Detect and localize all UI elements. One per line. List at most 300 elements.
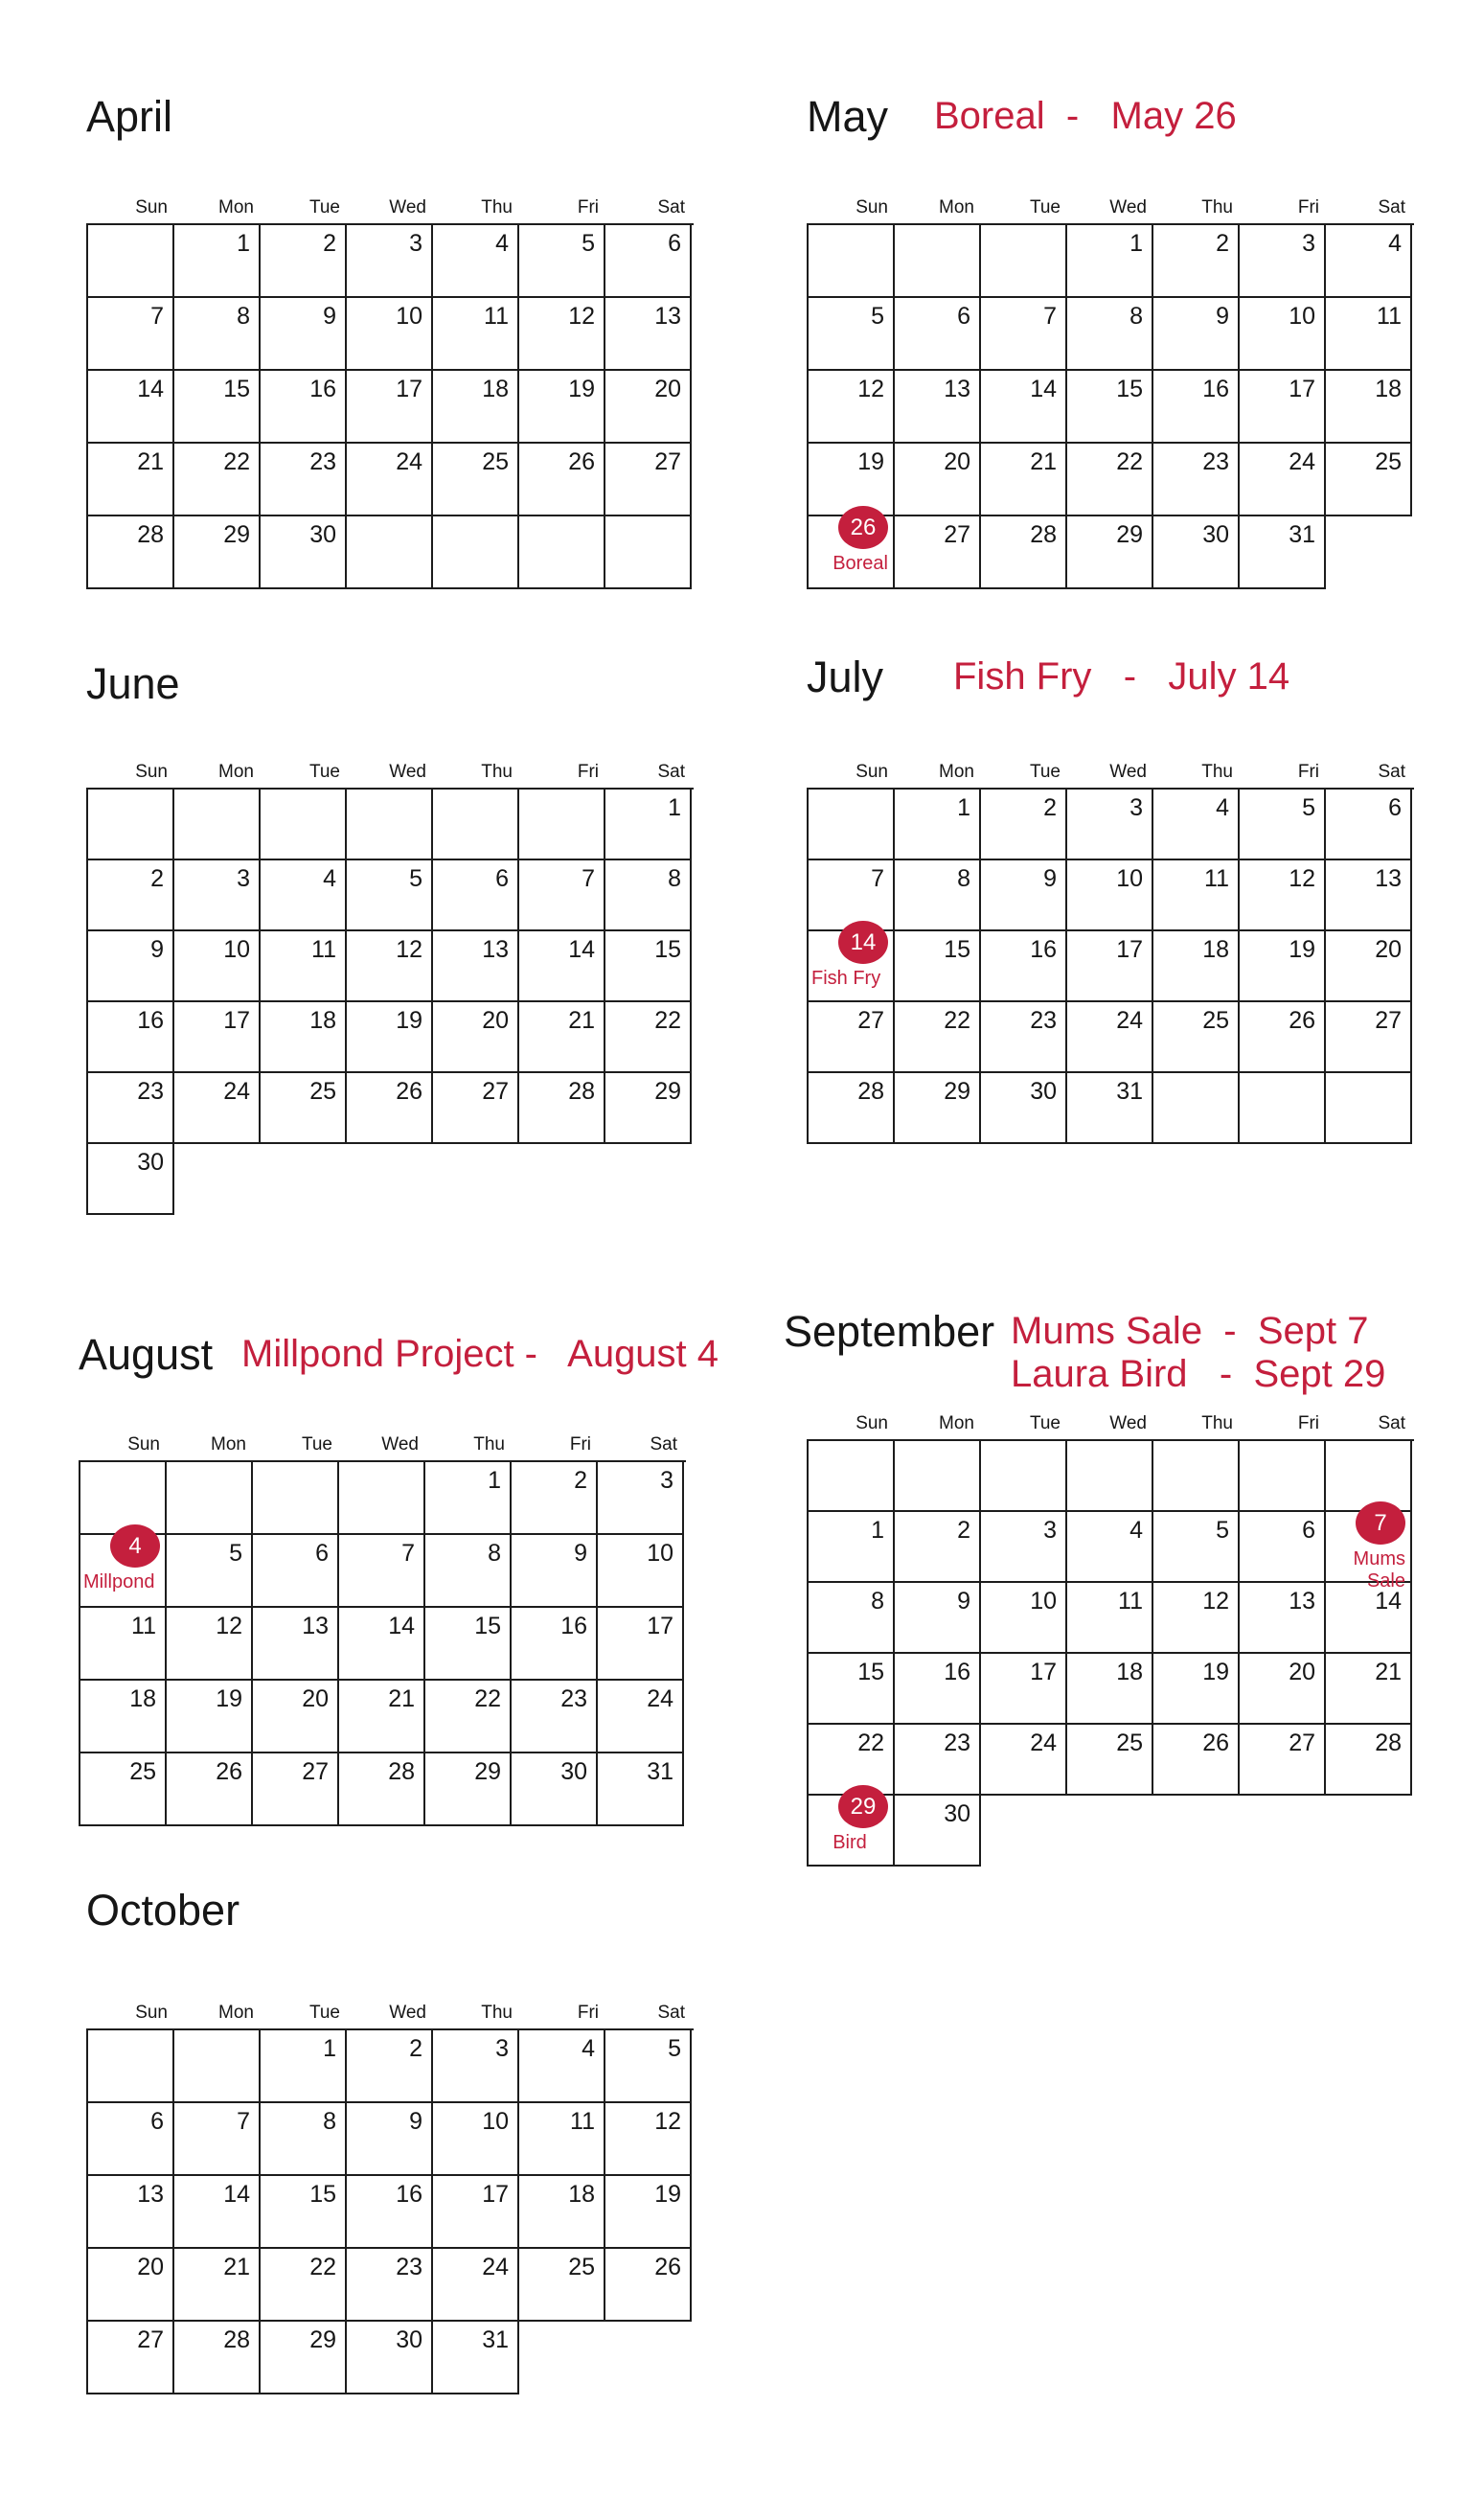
calendar-title-row (86, 92, 172, 140)
day-number: 19 (396, 1007, 422, 1034)
day-cell-14 (981, 371, 1067, 444)
day-number: 10 (1030, 1588, 1057, 1615)
calendar-week-row (88, 298, 694, 371)
day-header-thu: Thu (1201, 762, 1233, 782)
event-header-text: Mums Sale - Sept 7 (1011, 1310, 1369, 1352)
day-number: 9 (150, 936, 164, 963)
day-number: 24 (1030, 1730, 1057, 1756)
day-number: 16 (560, 1613, 587, 1639)
day-cell-24 (981, 1725, 1067, 1796)
day-number: 30 (1030, 1078, 1057, 1105)
day-cell-29 (809, 1793, 895, 1867)
day-cell-empty (433, 516, 519, 589)
day-cell-20 (605, 371, 692, 444)
day-number: 23 (944, 1730, 970, 1756)
day-header-thu: Thu (481, 2003, 513, 2023)
day-cell-23 (1153, 444, 1240, 516)
day-number: 25 (1375, 448, 1402, 475)
day-cell-19 (605, 2176, 692, 2249)
day-cell-15 (895, 931, 981, 1002)
calendar-week-row (88, 1073, 694, 1144)
day-cell-empty (88, 790, 174, 860)
day-cell-empty (433, 790, 519, 860)
calendar-week-row (809, 1654, 1414, 1725)
day-number: 7 (871, 865, 884, 892)
day-number: 27 (1375, 1007, 1402, 1034)
day-number: 28 (1375, 1730, 1402, 1756)
day-cell-25 (1153, 1002, 1240, 1073)
day-number: 9 (409, 2108, 422, 2135)
day-cell-empty (88, 2030, 174, 2103)
day-number: 28 (137, 521, 164, 548)
day-number: 14 (568, 936, 595, 963)
day-cell-15 (809, 1654, 895, 1725)
day-cell-empty (339, 1462, 425, 1535)
day-header-sat: Sat (657, 197, 685, 218)
day-number: 23 (1202, 448, 1229, 475)
calendar-week-row (809, 1002, 1414, 1073)
calendar-april (86, 92, 685, 548)
day-cell-29 (1067, 516, 1153, 589)
calendar-grid (807, 1439, 1414, 1867)
day-number: 21 (388, 1685, 415, 1712)
day-cell-22 (425, 1681, 512, 1753)
day-header-sat: Sat (1378, 1413, 1405, 1433)
day-cell-20 (88, 2249, 174, 2322)
day-number: 13 (482, 936, 509, 963)
day-number: 15 (1116, 376, 1143, 402)
day-number: 30 (396, 2326, 422, 2353)
day-cell-9 (261, 298, 347, 371)
calendar-week-row (88, 516, 694, 589)
day-number: 16 (1202, 376, 1229, 402)
day-header-wed: Wed (389, 2003, 426, 2023)
day-number: 21 (223, 2254, 250, 2280)
day-number: 7 (582, 865, 595, 892)
day-cell-4 (80, 1532, 167, 1608)
day-number: 5 (1216, 1517, 1229, 1544)
calendar-june (86, 659, 685, 1176)
day-number: 24 (1116, 1007, 1143, 1034)
day-header-sun: Sun (856, 762, 888, 782)
day-number: 3 (660, 1467, 673, 1494)
day-number: 18 (568, 2181, 595, 2208)
day-cell-24 (174, 1073, 261, 1144)
day-number: 11 (1118, 1588, 1143, 1615)
day-cell-17 (1067, 931, 1153, 1002)
day-number: 6 (495, 865, 509, 892)
day-cell-26 (605, 2249, 692, 2322)
day-header-mon: Mon (939, 1413, 974, 1433)
day-cell-11 (1153, 860, 1240, 931)
day-number: 16 (309, 376, 336, 402)
day-cell-6 (88, 2103, 174, 2176)
day-number: 18 (129, 1685, 156, 1712)
day-cell-21 (88, 444, 174, 516)
day-cell-1 (809, 1512, 895, 1583)
day-number: 27 (944, 521, 970, 548)
day-number: 16 (1030, 936, 1057, 963)
month-title: May (807, 92, 889, 141)
day-number: 22 (1116, 448, 1143, 475)
calendar-title-row (807, 92, 1237, 141)
day-cell-empty (174, 2030, 261, 2103)
day-number: 10 (1289, 303, 1315, 330)
day-cell-25 (80, 1753, 167, 1826)
day-cell-4 (1067, 1512, 1153, 1583)
day-cell-22 (1067, 444, 1153, 516)
day-number: 30 (944, 1800, 970, 1827)
day-cell-empty (174, 790, 261, 860)
day-cell-8 (895, 860, 981, 931)
calendar-week-row (88, 860, 694, 931)
day-cell-18 (433, 371, 519, 444)
day-cell-16 (981, 931, 1067, 1002)
day-number: 17 (482, 2181, 509, 2208)
event-day-circle: 4 (110, 1524, 160, 1568)
day-number: 6 (957, 303, 970, 330)
day-number: 14 (1030, 376, 1057, 402)
day-number: 11 (311, 936, 336, 963)
day-number: 10 (647, 1540, 673, 1567)
day-header-mon: Mon (939, 762, 974, 782)
day-number: 1 (871, 1517, 884, 1544)
day-cell-10 (1067, 860, 1153, 931)
day-number: 4 (323, 865, 336, 892)
day-number: 30 (1202, 521, 1229, 548)
day-header-sat: Sat (657, 2003, 685, 2023)
day-cell-25 (1067, 1725, 1153, 1796)
day-cell-31 (1067, 1073, 1153, 1144)
calendar-week-row (809, 1441, 1414, 1512)
day-cell-9 (512, 1535, 598, 1608)
event-headers (934, 94, 1237, 138)
day-cell-19 (809, 444, 895, 516)
day-number: 24 (223, 1078, 250, 1105)
day-cell-15 (174, 371, 261, 444)
day-cell-8 (174, 298, 261, 371)
day-number: 27 (654, 448, 681, 475)
day-number: 9 (323, 303, 336, 330)
day-header-sun: Sun (856, 197, 888, 218)
day-number: 12 (568, 303, 595, 330)
calendar-title-row (86, 659, 180, 707)
day-number: 20 (302, 1685, 329, 1712)
day-cell-empty (1326, 1073, 1412, 1144)
day-number: 25 (309, 1078, 336, 1105)
day-number: 15 (944, 936, 970, 963)
day-number: 4 (1388, 230, 1402, 257)
day-cell-28 (809, 1073, 895, 1144)
day-header-row (86, 197, 692, 218)
day-number: 15 (474, 1613, 501, 1639)
calendar-week-row (809, 1725, 1414, 1796)
day-cell-26 (519, 444, 605, 516)
day-cell-16 (512, 1608, 598, 1681)
day-cell-12 (347, 931, 433, 1002)
day-cell-19 (1153, 1654, 1240, 1725)
day-cell-17 (347, 371, 433, 444)
day-cell-18 (519, 2176, 605, 2249)
day-cell-17 (1240, 371, 1326, 444)
day-number: 11 (484, 303, 509, 330)
day-number: 30 (560, 1758, 587, 1785)
day-cell-20 (433, 1002, 519, 1073)
day-header-row (807, 1413, 1412, 1434)
day-cell-13 (1326, 860, 1412, 931)
day-number: 12 (1202, 1588, 1229, 1615)
calendar-week-row (88, 2103, 694, 2176)
day-cell-7 (339, 1535, 425, 1608)
day-number: 9 (957, 1588, 970, 1615)
day-cell-4 (1153, 790, 1240, 860)
day-header-mon: Mon (218, 2003, 254, 2023)
day-number: 8 (957, 865, 970, 892)
day-number: 30 (309, 521, 336, 548)
day-cell-16 (1153, 371, 1240, 444)
day-number: 16 (137, 1007, 164, 1034)
calendar-week-row (88, 2249, 694, 2322)
month-title: July (807, 653, 884, 701)
day-cell-9 (88, 931, 174, 1002)
day-number: 20 (1289, 1659, 1315, 1685)
day-cell-empty (1153, 1073, 1240, 1144)
day-cell-11 (433, 298, 519, 371)
calendar-week-row (809, 371, 1414, 444)
day-cell-20 (1326, 931, 1412, 1002)
day-number: 7 (237, 2108, 250, 2135)
day-header-fri: Fri (1297, 197, 1319, 218)
day-header-sat: Sat (657, 762, 685, 782)
day-header-sat: Sat (1378, 762, 1405, 782)
month-title: June (86, 659, 180, 708)
day-cell-10 (347, 298, 433, 371)
calendar-week-row (80, 1532, 686, 1608)
day-number: 5 (409, 865, 422, 892)
day-number: 17 (647, 1613, 673, 1639)
day-header-sun: Sun (127, 1434, 160, 1455)
day-number: 24 (647, 1685, 673, 1712)
day-cell-3 (1240, 225, 1326, 298)
day-cell-28 (174, 2322, 261, 2394)
day-cell-13 (1240, 1583, 1326, 1654)
day-cell-3 (1067, 790, 1153, 860)
day-number: 31 (647, 1758, 673, 1785)
calendar-week-row (809, 516, 1414, 589)
day-number: 7 (401, 1540, 415, 1567)
day-number: 18 (309, 1007, 336, 1034)
day-number: 25 (482, 448, 509, 475)
day-number: 14 (1375, 1588, 1402, 1615)
day-number: 2 (957, 1517, 970, 1544)
day-number: 13 (1289, 1588, 1315, 1615)
day-cell-25 (433, 444, 519, 516)
calendar-title-row (807, 653, 1290, 701)
day-cell-empty (88, 225, 174, 298)
day-cell-12 (605, 2103, 692, 2176)
day-cell-18 (261, 1002, 347, 1073)
day-number: 29 (474, 1758, 501, 1785)
calendar-grid (86, 223, 694, 589)
calendar-week-row (80, 1608, 686, 1681)
day-cell-empty (981, 1441, 1067, 1512)
day-cell-24 (1240, 444, 1326, 516)
calendar-week-row (88, 2176, 694, 2249)
day-number: 18 (1116, 1659, 1143, 1685)
day-cell-empty (167, 1462, 253, 1535)
day-number: 8 (237, 303, 250, 330)
event-header-text: Boreal - May 26 (934, 95, 1237, 137)
day-cell-29 (174, 516, 261, 589)
calendar-week-row (88, 1144, 694, 1215)
day-cell-24 (347, 444, 433, 516)
day-cell-6 (1240, 1512, 1326, 1583)
day-cell-5 (605, 2030, 692, 2103)
day-number: 8 (871, 1588, 884, 1615)
month-title: October (86, 1886, 240, 1935)
day-cell-30 (895, 1796, 981, 1867)
day-cell-2 (261, 225, 347, 298)
day-cell-9 (981, 860, 1067, 931)
calendar-grid (86, 788, 694, 1215)
day-number: 5 (229, 1540, 242, 1567)
calendar-week-row (80, 1753, 686, 1826)
day-cell-19 (167, 1681, 253, 1753)
day-number: 2 (409, 2035, 422, 2062)
day-header-wed: Wed (389, 197, 426, 218)
day-cell-25 (1326, 444, 1412, 516)
day-number: 2 (1043, 794, 1057, 821)
day-number: 28 (568, 1078, 595, 1105)
day-number: 31 (1289, 521, 1315, 548)
day-cell-empty (261, 790, 347, 860)
day-cell-15 (425, 1608, 512, 1681)
day-number: 10 (482, 2108, 509, 2135)
day-cell-14 (1326, 1583, 1412, 1654)
day-cell-30 (512, 1753, 598, 1826)
day-number: 28 (857, 1078, 884, 1105)
calendar-may (807, 92, 1405, 574)
day-cell-8 (809, 1583, 895, 1654)
day-number: 27 (137, 2326, 164, 2353)
day-cell-empty (519, 516, 605, 589)
day-cell-empty (605, 516, 692, 589)
day-header-thu: Thu (1201, 1413, 1233, 1433)
day-number: 1 (1129, 230, 1143, 257)
day-number: 22 (223, 448, 250, 475)
day-number: 16 (944, 1659, 970, 1685)
day-number: 19 (1202, 1659, 1229, 1685)
day-cell-23 (895, 1725, 981, 1796)
event-header-text: Laura Bird - Sept 29 (1011, 1353, 1386, 1395)
day-cell-8 (1067, 298, 1153, 371)
day-number: 3 (1129, 794, 1143, 821)
day-cell-23 (512, 1681, 598, 1753)
day-number: 4 (1129, 1517, 1143, 1544)
day-number: 23 (560, 1685, 587, 1712)
day-number: 1 (668, 794, 681, 821)
day-number: 27 (1289, 1730, 1315, 1756)
day-number: 13 (944, 376, 970, 402)
day-number: 24 (396, 448, 422, 475)
day-number: 9 (1216, 303, 1229, 330)
day-header-wed: Wed (1109, 197, 1147, 218)
calendar-week-row (809, 860, 1414, 931)
day-number: 22 (654, 1007, 681, 1034)
day-cell-14 (88, 371, 174, 444)
day-number: 28 (388, 1758, 415, 1785)
calendar-august (79, 1330, 719, 1785)
day-cell-30 (347, 2322, 433, 2394)
day-header-sun: Sun (135, 762, 168, 782)
day-number: 21 (568, 1007, 595, 1034)
day-cell-1 (174, 225, 261, 298)
day-cell-5 (809, 298, 895, 371)
day-cell-16 (261, 371, 347, 444)
day-number: 10 (1116, 865, 1143, 892)
event-label: Bird (833, 1832, 867, 1853)
day-cell-29 (261, 2322, 347, 2394)
day-number: 12 (1289, 865, 1315, 892)
day-cell-5 (1240, 790, 1326, 860)
day-cell-empty (1240, 1073, 1326, 1144)
day-cell-8 (605, 860, 692, 931)
day-number: 14 (223, 2181, 250, 2208)
day-cell-empty (1067, 1441, 1153, 1512)
month-title: August (79, 1330, 214, 1379)
day-number: 8 (668, 865, 681, 892)
day-header-tue: Tue (1029, 197, 1061, 218)
day-number: 28 (223, 2326, 250, 2353)
day-cell-6 (605, 225, 692, 298)
day-number: 20 (944, 448, 970, 475)
day-header-fri: Fri (577, 197, 599, 218)
day-cell-13 (895, 371, 981, 444)
day-number: 10 (223, 936, 250, 963)
day-cell-13 (88, 2176, 174, 2249)
day-cell-20 (1240, 1654, 1326, 1725)
day-cell-6 (895, 298, 981, 371)
day-cell-23 (347, 2249, 433, 2322)
day-number: 26 (1289, 1007, 1315, 1034)
day-cell-26 (347, 1073, 433, 1144)
day-cell-28 (519, 1073, 605, 1144)
day-cell-18 (1153, 931, 1240, 1002)
day-number: 22 (857, 1730, 884, 1756)
day-number: 20 (482, 1007, 509, 1034)
day-number: 20 (654, 376, 681, 402)
calendar-week-row (809, 444, 1414, 516)
day-number: 29 (223, 521, 250, 548)
day-cell-26 (809, 516, 895, 589)
day-number: 8 (1129, 303, 1143, 330)
day-number: 21 (137, 448, 164, 475)
day-cell-1 (605, 790, 692, 860)
day-cell-1 (261, 2030, 347, 2103)
calendar-week-row (88, 225, 694, 298)
day-number: 19 (857, 448, 884, 475)
day-cell-7 (174, 2103, 261, 2176)
day-number: 4 (495, 230, 509, 257)
day-number: 21 (1030, 448, 1057, 475)
day-number: 19 (1289, 936, 1315, 963)
day-cell-14 (519, 931, 605, 1002)
day-cell-21 (339, 1681, 425, 1753)
day-number: 11 (1204, 865, 1229, 892)
day-cell-7 (809, 860, 895, 931)
day-cell-9 (1153, 298, 1240, 371)
calendar-week-row (88, 790, 694, 860)
